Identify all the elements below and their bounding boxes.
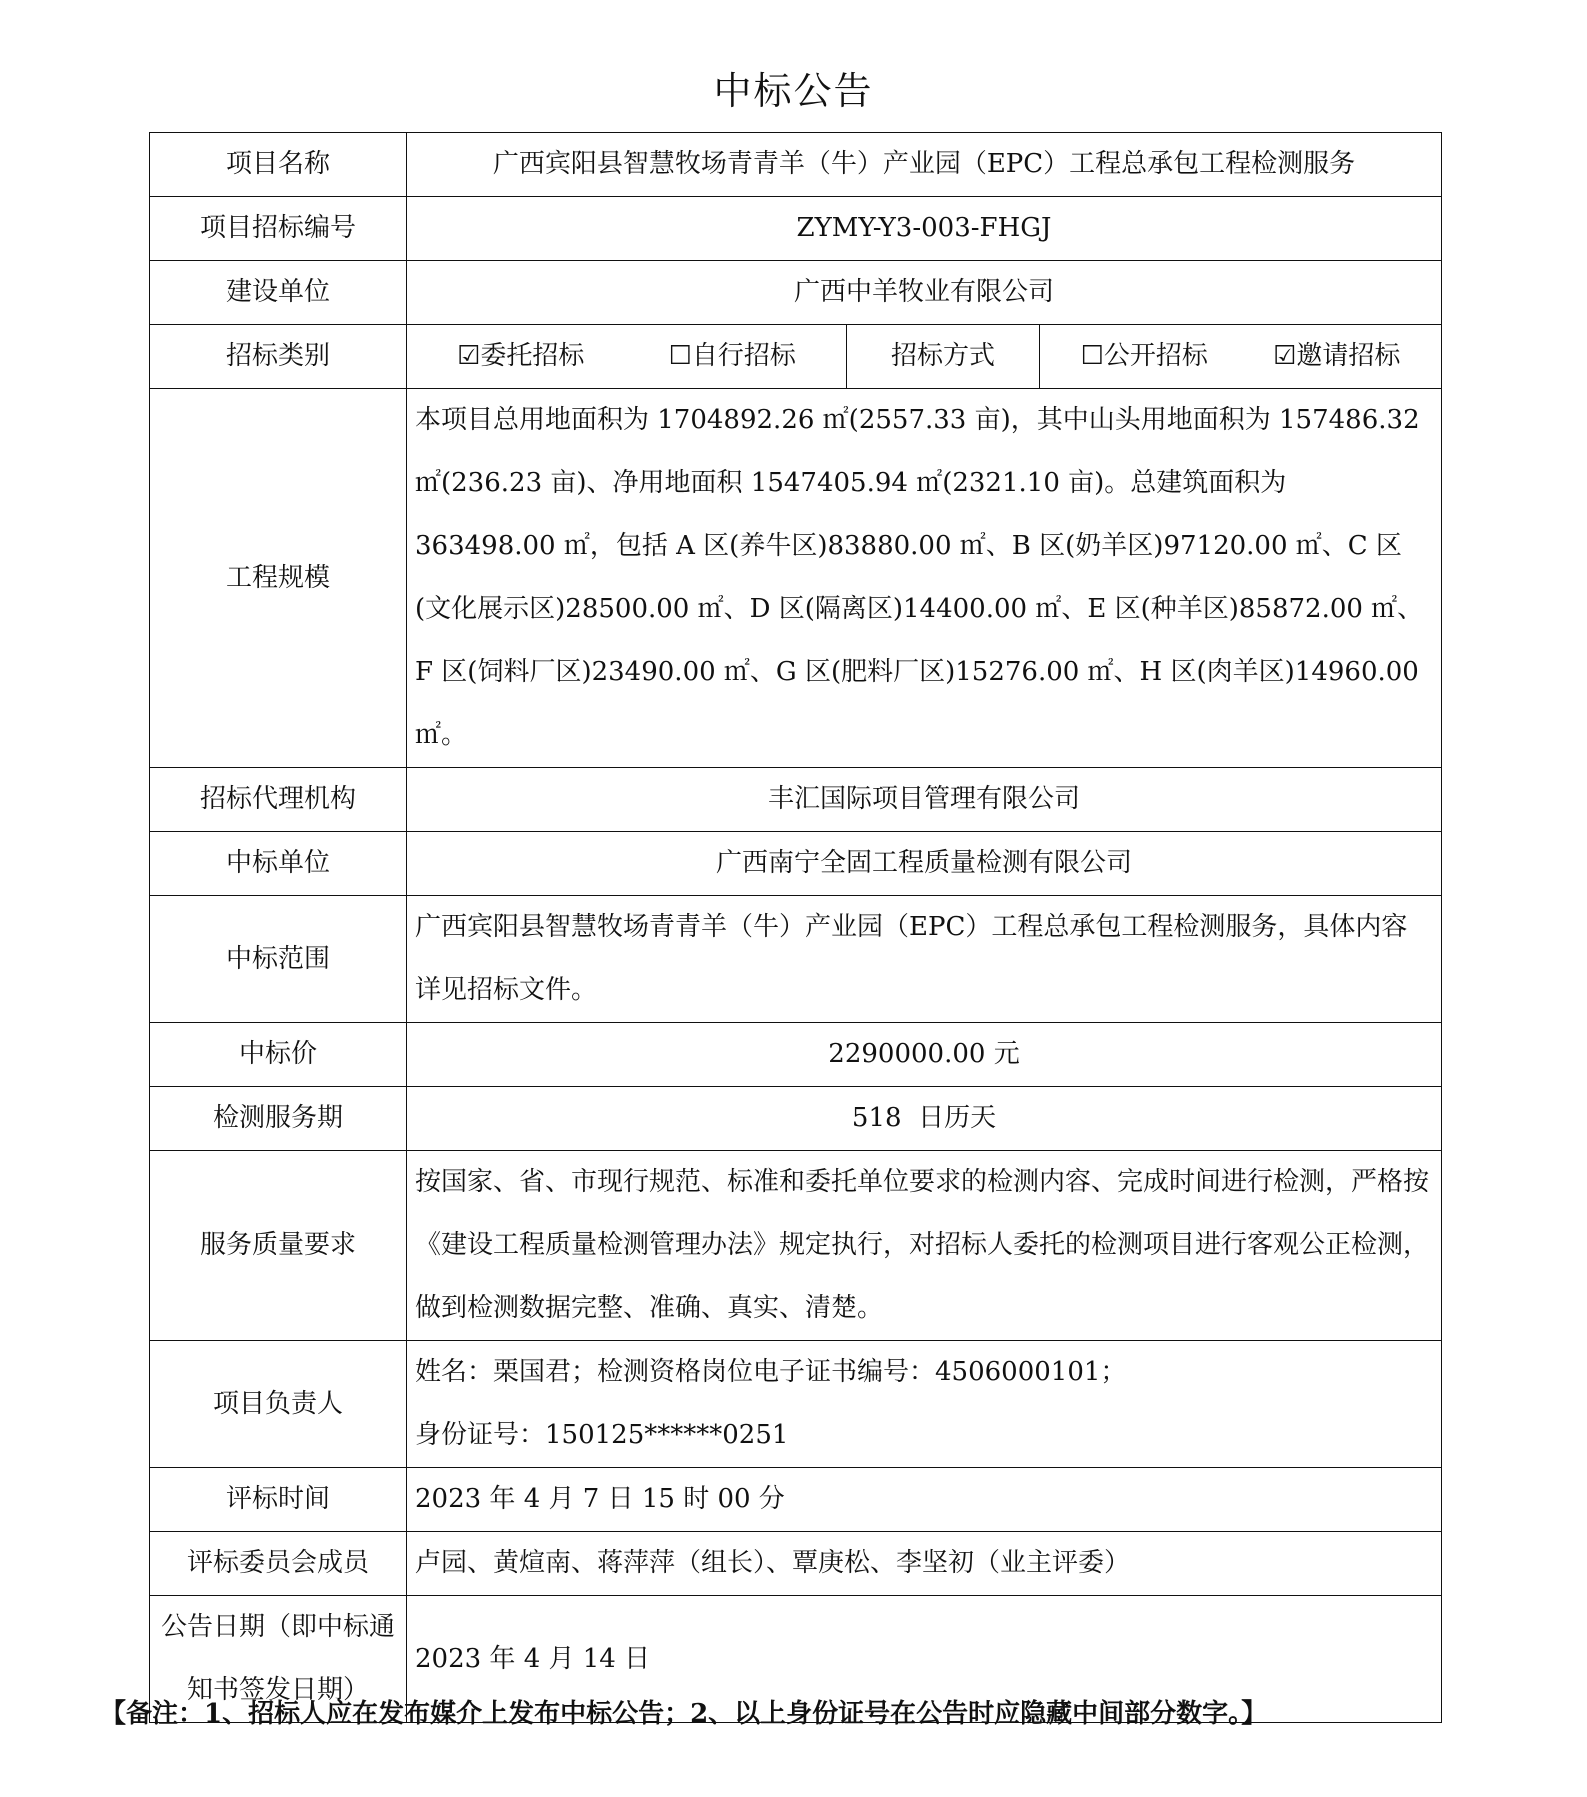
value-agency: 丰汇国际项目管理有限公司 (407, 768, 1442, 832)
row-period (150, 1087, 1442, 1151)
row-eval-time (150, 1468, 1442, 1532)
label-tender-type: 招标类别 (150, 325, 407, 389)
row-tender-type (150, 325, 1442, 389)
row-leader (150, 1341, 1442, 1468)
label-tender-no: 项目招标编号 (150, 197, 407, 261)
label-scale: 工程规模 (150, 389, 407, 768)
label-quality: 服务质量要求 (150, 1151, 407, 1341)
checkbox-entrusted: ☑委托招标 (457, 341, 585, 371)
row-agency (150, 768, 1442, 832)
label-eval-time: 评标时间 (150, 1468, 407, 1532)
value-committee: 卢园、黄煊南、蒋萍萍（组长）、覃庚松、李坚初（业主评委） (407, 1532, 1442, 1596)
label-builder: 建设单位 (150, 261, 407, 325)
row-quality (150, 1151, 1442, 1341)
value-project-name: 广西宾阳县智慧牧场青青羊（牛）产业园（EPC）工程总承包工程检测服务 (407, 133, 1442, 197)
value-price: 2290000.00 元 (407, 1023, 1442, 1087)
leader-name-line: 姓名：栗国君；检测资格岗位电子证书编号：4506000101； (415, 1357, 1127, 1387)
label-winner: 中标单位 (150, 832, 407, 896)
value-builder: 广西中羊牧业有限公司 (407, 261, 1442, 325)
value-tender-no: ZYMY-Y3-003-FHGJ (407, 197, 1442, 261)
announcement-table (149, 132, 1442, 1723)
value-leader (407, 1341, 1442, 1468)
label-period: 检测服务期 (150, 1087, 407, 1151)
value-scope: 广西宾阳县智慧牧场青青羊（牛）产业园（EPC）工程总承包工程检测服务，具体内容详见招标文件。 (407, 896, 1442, 1023)
tender-method-options (1040, 325, 1442, 389)
label-price: 中标价 (150, 1023, 407, 1087)
page-title: 中标公告 (713, 69, 874, 113)
row-winner (150, 832, 1442, 896)
row-committee (150, 1532, 1442, 1596)
value-notice-date: 2023 年 4 月 14 日 (407, 1596, 1442, 1723)
value-scale: 本项目总用地面积为 1704892.26 ㎡(2557.33 亩)，其中山头用地面积为 157486.32 ㎡(236.23 亩)、净用地面积 1547405.94 ㎡(2321.10 亩)。总建筑面积为 363498.00 ㎡，包括 A 区(养牛区)83880.00 ㎡、B 区(奶羊区)97120.00 ㎡、C 区(文化展示区)28500.00 ㎡、D 区(隔离区)14400.00 ㎡、E 区(种羊区)85872.00 ㎡、F 区(饲料厂区)23490.00 ㎡、G 区(肥料厂区)15276.00 ㎡、H 区(肉羊区)14960.00 ㎡。 (407, 389, 1442, 768)
leader-id-line: 身份证号：150125******0251 (415, 1420, 789, 1450)
row-tender-no (150, 197, 1442, 261)
label-committee: 评标委员会成员 (150, 1532, 407, 1596)
value-quality: 按国家、省、市现行规范、标准和委托单位要求的检测内容、完成时间进行检测，严格按《建设工程质量检测管理办法》规定执行，对招标人委托的检测项目进行客观公正检测，做到检测数据完整、准确、真实、清楚。 (407, 1151, 1442, 1341)
row-scope (150, 896, 1442, 1023)
checkbox-self: ☐自行招标 (668, 341, 796, 371)
label-notice-date: 公告日期（即中标通知书签发日期） (150, 1596, 407, 1723)
label-tender-method: 招标方式 (847, 325, 1040, 389)
value-period: 518 日历天 (407, 1087, 1442, 1151)
row-builder (150, 261, 1442, 325)
label-leader: 项目负责人 (150, 1341, 407, 1468)
label-project-name: 项目名称 (150, 133, 407, 197)
row-scale (150, 389, 1442, 768)
checkbox-invited: ☑邀请招标 (1273, 341, 1401, 371)
value-winner: 广西南宁全固工程质量检测有限公司 (407, 832, 1442, 896)
tender-category-options (407, 325, 847, 389)
row-price (150, 1023, 1442, 1087)
label-scope: 中标范围 (150, 896, 407, 1023)
checkbox-open: ☐公开招标 (1080, 341, 1208, 371)
row-project-name (150, 133, 1442, 197)
remark-note: 【备注：1、招标人应在发布媒介上发布中标公告；2、以上身份证号在公告时应隐藏中间部分数字。】 (100, 1699, 1268, 1729)
value-eval-time: 2023 年 4 月 7 日 15 时 00 分 (407, 1468, 1442, 1532)
label-agency: 招标代理机构 (150, 768, 407, 832)
